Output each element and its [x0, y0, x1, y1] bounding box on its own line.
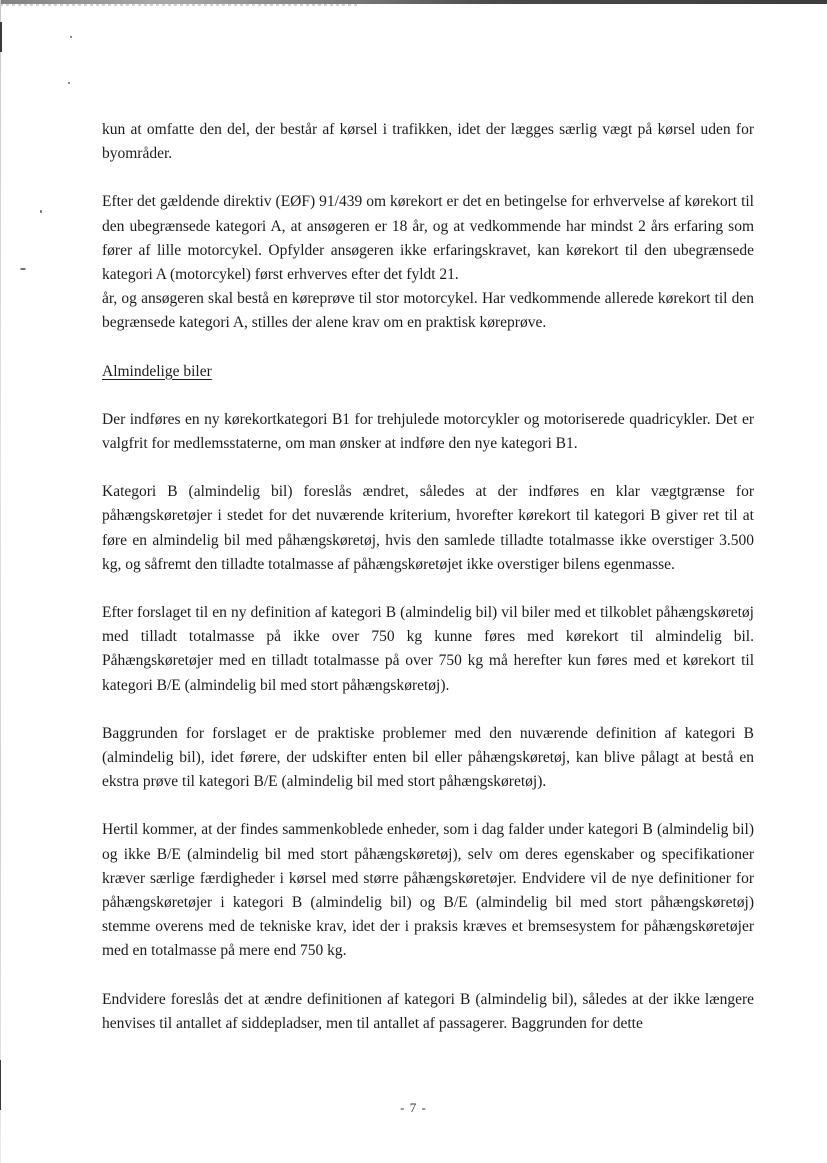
- page-number: - 7 -: [400, 1100, 427, 1115]
- paragraph: Kategori B (almindelig bil) foreslås ændret, således at der indføres en klar vægtgrænse for påhængskøretøjer i stedet for det nuværende kriterium, hvorefter kørekort til kategori B giver ret til at føre en almindelig bil med påhængskøretøj, hvis den samlede tilladte totalmasse ikke overstiger 3.500 kg, og såfremt den tilladte totalmasse af påhængskøretøjet ikke overstiger bilens egenmasse.: [102, 483, 754, 573]
- paragraph: år, og ansøgeren skal bestå en køreprøve til stor motorcykel. Har vedkommende allerede kørekort til den begrænsede kategori A, stilles der alene krav om en praktisk køreprøve.: [102, 290, 754, 332]
- scan-speck: [40, 210, 42, 213]
- page-left-edge: [0, 0, 1, 1163]
- paragraph: Efter forslaget til en ny definition af kategori B (almindelig bil) vil biler med et tilkoblet påhængskøretøj med tilladt totalmasse på ikke over 750 kg kunne føres med kørekort til almindelig bil. Påhængskøretøjer med en tilladt totalmasse på over 750 kg må herefter kun føres med et kørekort til kategori B/E (almindelig bil med stort påhængskøretøj).: [102, 604, 754, 694]
- paragraph: Endvidere foreslås det at ændre definitionen af kategori B (almindelig bil), således at der ikke længere henvises til antallet af siddepladser, men til antallet af passagerer. Baggrunden for dette: [102, 990, 754, 1032]
- paragraph: kun at omfatte den del, der består af kørsel i trafikken, idet der lægges særlig vægt på kørsel uden for byområder.: [102, 121, 754, 163]
- document-body: [102, 118, 754, 1060]
- scan-speck: [70, 36, 72, 38]
- binder-mark: [0, 22, 2, 52]
- scan-speck: [68, 82, 70, 84]
- section-heading: Almindelige biler: [102, 362, 212, 380]
- paragraph: Baggrunden for forslaget er de praktiske problemer med den nuværende definition af kategori B (almindelig bil), idet førere, der udskifter enten bil eller påhængskøretøj, kan blive pålagt at bestå en ekstra prøve til kategori B/E (almindelig bil med stort påhængskøretøj).: [102, 724, 754, 791]
- paragraph: Der indføres en ny kørekortkategori B1 for trehjulede motorcykler og motoriserede quadricykler. Det er valgfrit for medlemsstaterne, om man ønsker at indføre den nye kategori B1.: [102, 410, 754, 453]
- paragraph: Efter det gældende direktiv (EØF) 91/439 om kørekort er det en betingelse for erhvervelse af kørekort til den ubegrænsede kategori A, at ansøgeren er 18 år, og at vedkommende har mindst 2 års erfaring som fører af lille motorcykel. Opfylder ansøgeren ikke erfaringskravet, kan kørekort til den ubegrænsede kategori A (motorcykel) først erhverves efter det fyldt 21.: [102, 193, 754, 284]
- paragraph: Hertil kommer, at der findes sammenkoblede enheder, som i dag falder under kategori B (almindelig bil) og ikke B/E (almindelig bil med stort påhængskøretøj), selv om deres egenskaber og specifikationer kræver særlige færdigheder i kørsel med større påhængskøretøjer. Endvidere vil de nye definitioner for påhængskøretøjer i kategori B (almindelig bil) og B/E (almindelig bil med stort påhængskøretøj) stemme overens med de tekniske krav, idet der i praksis kræves et bremsesystem for påhængskøretøjer med en totalmasse på mere end 750 kg.: [102, 821, 754, 960]
- scan-artifact-top-dotted: [0, 4, 360, 6]
- scan-speck: [20, 268, 26, 270]
